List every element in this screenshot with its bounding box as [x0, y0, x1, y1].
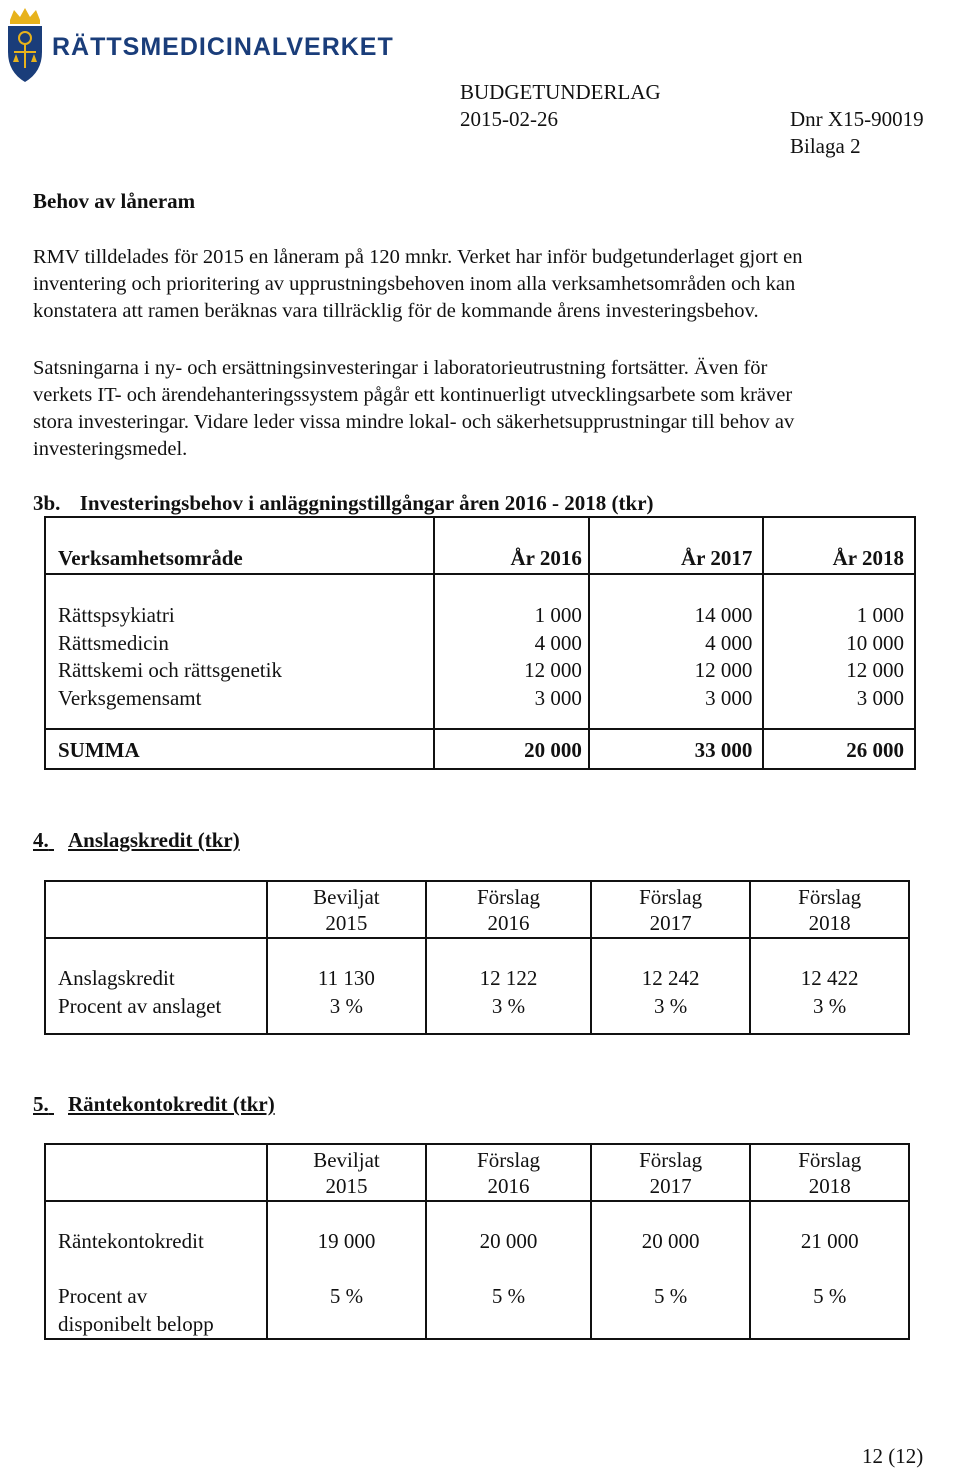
column-header [426, 881, 591, 938]
section-3b-heading [33, 491, 654, 516]
header-line: 2018 [808, 911, 851, 935]
value: 5 % [653, 1284, 688, 1308]
value: 12 000 [846, 658, 904, 682]
table-body-row [45, 1201, 909, 1339]
agency-name: RÄTTSMEDICINALVERKET [52, 33, 394, 61]
loan-paragraph-2 [33, 355, 794, 463]
header-line: Förslag [798, 1148, 862, 1172]
section-4-heading [33, 828, 240, 853]
text-line: inventering och prioritering av upprustningsbehoven inom alla verksamhetsområden och kan [33, 273, 796, 295]
value: 12 422 [800, 966, 859, 990]
value-cell [750, 938, 909, 1034]
value: 3 000 [705, 685, 753, 710]
column-header [750, 1144, 909, 1201]
text-line: stora investeringar. Vidare leder vissa mindre lokal- och säkerhetsupprustningar till behov av [33, 411, 795, 433]
table-sum-row [45, 729, 915, 769]
header-line: 2017 [649, 1174, 692, 1198]
header-line: Förslag [639, 1148, 703, 1172]
header-line: 2017 [649, 911, 692, 935]
area-cell [45, 574, 434, 729]
doc-type: BUDGETUNDERLAG [460, 80, 661, 104]
column-header [426, 1144, 591, 1201]
header-line: 2015 [325, 1174, 368, 1198]
table-body-row [45, 938, 909, 1034]
header-line: Förslag [639, 885, 703, 909]
year-2018-cell [763, 574, 915, 729]
value-cell [591, 1201, 751, 1339]
appropriation-credit-table [44, 880, 910, 1035]
interest-account-credit-table [44, 1143, 910, 1340]
table-header-row [45, 517, 915, 574]
value: 12 122 [479, 966, 538, 990]
section-title: Anslagskredit (tkr) [68, 828, 240, 852]
crown-shield-icon [4, 6, 46, 84]
value-cell [426, 1201, 591, 1339]
column-header [750, 881, 909, 938]
value: 11 130 [317, 966, 375, 990]
value: 20 000 [641, 1229, 700, 1253]
column-header [267, 881, 427, 938]
doc-dnr: Dnr X15-90019 [790, 107, 924, 131]
value: 12 000 [694, 658, 753, 682]
section-title: Räntekontokredit (tkr) [68, 1092, 275, 1116]
value: 3 % [329, 993, 364, 1018]
row-label: Procent av [58, 1284, 148, 1308]
doc-date: 2015-02-26 [460, 107, 558, 131]
value: 5 % [491, 1284, 526, 1308]
investment-table [44, 516, 916, 770]
header-line: 2018 [808, 1174, 851, 1198]
row-label: Räntekontokredit [58, 1229, 204, 1253]
value: 19 000 [317, 1229, 376, 1253]
sum-value: 33 000 [589, 729, 764, 769]
value: 14 000 [694, 603, 753, 627]
column-header [267, 1144, 427, 1201]
table-header-row [45, 881, 909, 938]
value: 3 000 [534, 685, 582, 710]
page-number: 12 (12) [862, 1444, 924, 1468]
value: 1 000 [856, 603, 904, 627]
row-label: disponibelt belopp [58, 1311, 214, 1336]
row-label: Procent av anslaget [58, 993, 222, 1018]
text-line: verkets IT- och ärendehanteringssystem pågår ett kontinuerligt utvecklingsarbete som kräver [33, 384, 793, 406]
header-line: 2016 [487, 1174, 530, 1198]
value: 4 000 [534, 630, 582, 655]
value-cell [591, 938, 751, 1034]
value-cell [267, 938, 427, 1034]
value: 5 % [329, 1284, 364, 1308]
empty-cell [45, 1144, 267, 1201]
agency-logo [4, 6, 46, 89]
doc-attachment: Bilaga 2 [790, 134, 861, 158]
value: 5 % [813, 1284, 847, 1308]
loan-heading: Behov av låneram [33, 189, 196, 213]
sum-label: SUMMA [45, 729, 434, 769]
value-cell [426, 938, 591, 1034]
empty-cell [45, 881, 267, 938]
year-2016-cell [434, 574, 589, 729]
table-body-row [45, 574, 915, 729]
value: 3 000 [856, 685, 904, 710]
row-label: Rättsmedicin [58, 630, 169, 655]
row-label-cell [45, 938, 267, 1034]
column-header: År 2018 [763, 517, 915, 574]
row-label: Rättskemi och rättsgenetik [58, 658, 282, 682]
text-line: Satsningarna i ny- och ersättningsinvesteringar i laboratorieutrustning fortsätter. Även för [33, 357, 768, 379]
row-label: Rättspsykiatri [58, 603, 175, 627]
loan-paragraph-1 [33, 244, 803, 325]
value: 3 % [813, 993, 847, 1018]
sum-value: 26 000 [763, 729, 915, 769]
section-5-heading [33, 1092, 275, 1117]
column-header: År 2016 [434, 517, 589, 574]
row-label-cell [45, 1201, 267, 1339]
value: 4 000 [705, 630, 753, 655]
header-line: Beviljat [313, 885, 380, 909]
section-number: 4. [33, 828, 49, 852]
header-line: Beviljat [313, 1148, 380, 1172]
value: 20 000 [479, 1229, 538, 1253]
value-cell [267, 1201, 427, 1339]
column-header [591, 881, 751, 938]
header-line: 2015 [325, 911, 368, 935]
sum-value: 20 000 [434, 729, 589, 769]
value: 21 000 [800, 1229, 859, 1253]
header-line: Förslag [477, 1148, 541, 1172]
header-line: 2016 [487, 911, 530, 935]
year-2017-cell [589, 574, 764, 729]
table-header-row [45, 1144, 909, 1201]
value: 10 000 [846, 630, 904, 655]
column-header [591, 1144, 751, 1201]
section-number: 3b. [33, 491, 61, 515]
section-number: 5. [33, 1092, 49, 1116]
header-line: Förslag [476, 885, 540, 909]
text-line: RMV tilldelades för 2015 en låneram på 120 mnkr. Verket har inför budgetunderlaget gjort en [33, 246, 803, 268]
header-line: Förslag [798, 885, 862, 909]
value: 3 % [491, 993, 526, 1018]
value: 1 000 [534, 603, 582, 627]
section-title: Investeringsbehov i anläggningstillgångar åren 2016 - 2018 (tkr) [79, 491, 654, 515]
value: 12 000 [524, 658, 582, 682]
column-header: År 2017 [589, 517, 764, 574]
value: 3 % [653, 993, 688, 1018]
row-label: Anslagskredit [58, 966, 175, 990]
row-label: Verksgemensamt [58, 685, 202, 710]
text-line: konstatera att ramen beräknas vara tillräcklig för de kommande årens investeringsbehov. [33, 300, 759, 322]
text-line: investeringsmedel. [33, 438, 188, 460]
value: 12 242 [641, 966, 700, 990]
value-cell [750, 1201, 909, 1339]
column-header: Verksamhetsområde [45, 517, 434, 574]
